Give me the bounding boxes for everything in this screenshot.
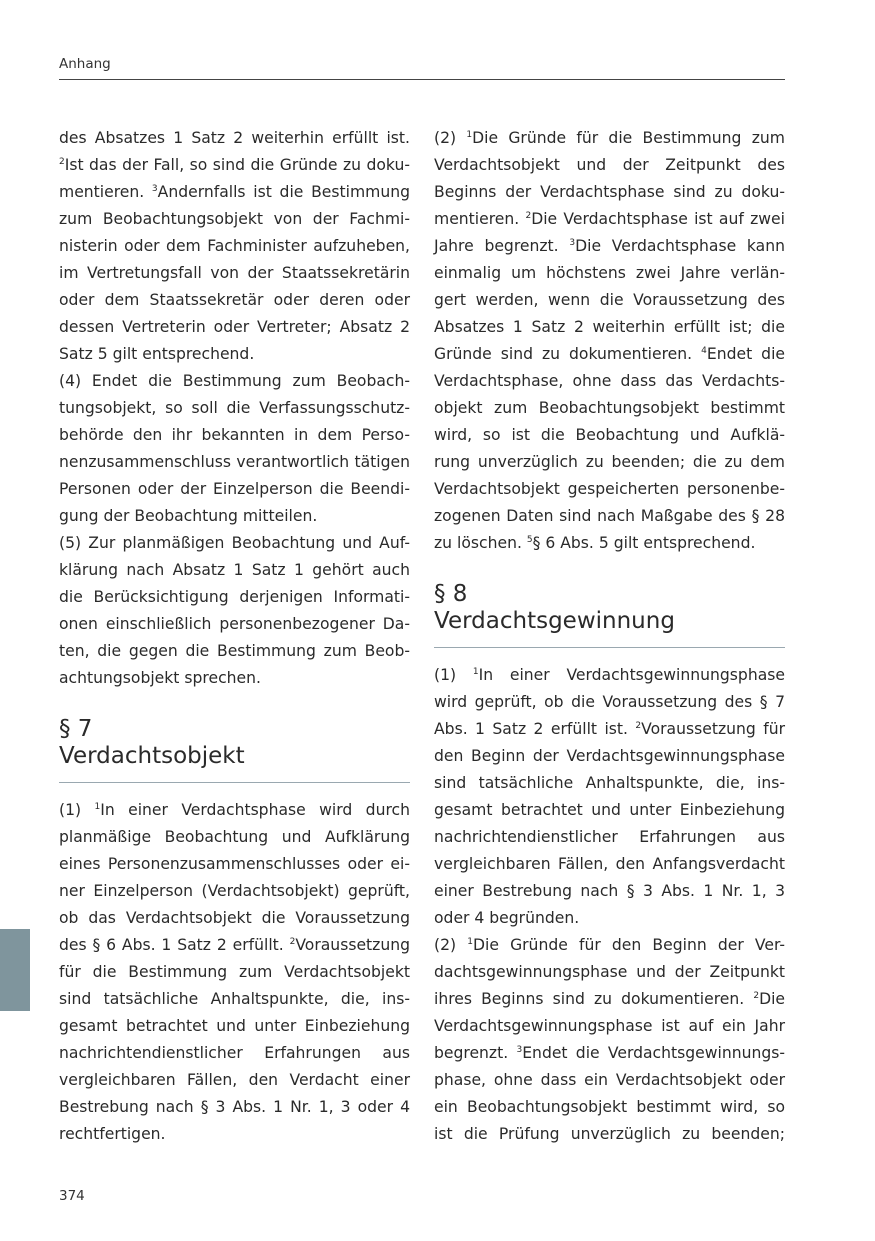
text-line: gesamt betrachtet und unter Einbeziehung	[59, 1017, 410, 1035]
text-line: dessen Vertreterin oder Vertreter; Absatz 2	[59, 318, 410, 336]
text-line: vergleichbaren Fällen, den Verdacht einer	[59, 1071, 410, 1089]
text-line: eines Personenzusammenschlusses oder ei-	[59, 855, 410, 873]
section-8	[434, 581, 785, 1148]
text-line: dachtsgewinnungsphase und der Zeitpunkt	[434, 963, 785, 981]
text-line: Abs. 1 Satz 2 erfüllt ist. $^2$Voraussetzung für	[434, 720, 785, 738]
left-column	[59, 125, 410, 1148]
section-title: Verdachtsobjekt	[59, 743, 245, 769]
text-line: Verdachtsgewinnungsphase ist auf ein Jahr	[434, 1017, 785, 1035]
text-line: mentieren. $^3$Andernfalls ist die Bestimmung	[59, 183, 410, 201]
text-line: Verdachtsobjekt und der Zeitpunkt des	[434, 156, 785, 174]
right-body-text	[434, 125, 785, 557]
text-line: Verdachtsobjekt gespeicherten personenbe-	[434, 480, 785, 498]
section-rule	[434, 647, 785, 648]
text-line: ner Einzelperson (Verdachtsobjekt) geprüft,	[59, 882, 410, 900]
text-line: des Absatzes 1 Satz 2 weiterhin erfüllt ist.	[59, 129, 410, 147]
text-line: tungsobjekt, so soll die Verfassungsschutz-	[59, 399, 410, 417]
text-line: oder 4 begründen.	[434, 909, 580, 927]
right-column	[434, 125, 785, 1148]
text-line: behörde den ihr bekannten in dem Perso-	[59, 426, 410, 444]
left-body-text	[59, 125, 410, 692]
text-line: (2) $^1$Die Gründe für die Bestimmung zum	[434, 129, 785, 147]
text-line: gesamt betrachtet und unter Einbeziehung	[434, 801, 785, 819]
text-line: (1) $^1$In einer Verdachtsphase wird durch	[59, 801, 410, 819]
text-line: nenzusammenschluss verantwortlich tätigen	[59, 453, 410, 471]
text-line: Personen oder der Einzelperson die Beendi-	[59, 480, 410, 498]
section-number: § 7	[59, 716, 93, 742]
section-rule	[59, 782, 410, 783]
text-line: oder dem Staatssekretär oder deren oder	[59, 291, 410, 309]
text-line: einmalig um höchstens zwei Jahre verlän-	[434, 264, 785, 282]
text-line: Verdachtsphase, ohne dass das Verdachts-	[434, 372, 785, 390]
text-line: Beginns der Verdachtsphase sind zu doku-	[434, 183, 785, 201]
text-line: Gründe sind zu dokumentieren. $^4$Endet die	[434, 345, 785, 363]
text-line: zogenen Daten sind nach Maßgabe des § 28	[434, 507, 785, 525]
text-line: gert werden, wenn die Voraussetzung des	[434, 291, 785, 309]
text-line: wird, so ist die Beobachtung und Aufklä-	[434, 426, 785, 444]
section-title: Verdachtsgewinnung	[434, 608, 675, 634]
text-line: (4) Endet die Bestimmung zum Beobach-	[59, 372, 410, 390]
text-line: gung der Beobachtung mitteilen.	[59, 507, 318, 525]
text-line: ten, die gegen die Bestimmung zum Beob-	[59, 642, 410, 660]
section-number: § 8	[434, 581, 468, 607]
text-line: ob das Verdachtsobjekt die Voraussetzung	[59, 909, 410, 927]
text-line: wird geprüft, ob die Voraussetzung des § 7	[434, 693, 785, 711]
text-line: des § 6 Abs. 1 Satz 2 erfüllt. $^2$Voraussetzung	[59, 936, 410, 954]
text-line: Satz 5 gilt entsprechend.	[59, 345, 255, 363]
text-line: (1) $^1$In einer Verdachtsgewinnungsphase	[434, 666, 785, 684]
running-head-title: Anhang	[59, 56, 111, 72]
text-line: sind tatsächliche Anhaltspunkte, die, ins-	[59, 990, 410, 1008]
text-line: Jahre begrenzt. $^3$Die Verdachtsphase kann	[434, 237, 785, 255]
text-line: ist die Prüfung unverzüglich zu beenden;	[434, 1125, 785, 1143]
text-line: klärung nach Absatz 1 Satz 1 gehört auch	[59, 561, 410, 579]
text-line: im Vertretungsfall von der Staatssekretärin	[59, 264, 410, 282]
text-line: planmäßige Beobachtung und Aufklärung	[59, 828, 410, 846]
text-line: für die Bestimmung zum Verdachtsobjekt	[59, 963, 410, 981]
text-line: nachrichtendienstlicher Erfahrungen aus	[434, 828, 785, 846]
text-line: vergleichbaren Fällen, den Anfangsverdacht	[434, 855, 785, 873]
header-rule	[59, 79, 785, 80]
text-line: nisterin oder dem Fachminister aufzuheben,	[59, 237, 410, 255]
text-line: zum Beobachtungsobjekt von der Fachmi-	[59, 210, 410, 228]
text-line: rung unverzüglich zu beenden; die zu dem	[434, 453, 785, 471]
section-7	[59, 716, 410, 1148]
text-line: $^2$Ist das der Fall, so sind die Gründe zu doku-	[59, 156, 410, 174]
text-line: objekt zum Beobachtungsobjekt bestimmt	[434, 399, 785, 417]
page-number: 374	[59, 1188, 85, 1204]
text-line: Absatzes 1 Satz 2 weiterhin erfüllt ist; die	[434, 318, 785, 336]
text-line: ihres Beginns sind zu dokumentieren. $^2$Die	[434, 990, 785, 1008]
text-line: den Beginn der Verdachtsgewinnungsphase	[434, 747, 785, 765]
text-line: begrenzt. $^3$Endet die Verdachtsgewinnungs-	[434, 1044, 785, 1062]
text-line: rechtfertigen.	[59, 1125, 166, 1143]
text-line: phase, ohne dass ein Verdachtsobjekt oder	[434, 1071, 785, 1089]
text-line: ein Beobachtungsobjekt bestimmt wird, so	[434, 1098, 785, 1116]
text-line: onen einschließlich personenbezogener Da-	[59, 615, 410, 633]
text-line: zu löschen. $^5$§ 6 Abs. 5 gilt entsprechend.	[434, 534, 756, 552]
text-line: achtungsobjekt sprechen.	[59, 669, 261, 687]
text-line: (5) Zur planmäßigen Beobachtung und Auf-	[59, 534, 410, 552]
text-line: einer Bestrebung nach § 3 Abs. 1 Nr. 1, 3	[434, 882, 785, 900]
text-line: (2) $^1$Die Gründe für den Beginn der Ver-	[434, 936, 786, 954]
chapter-thumb-tab	[0, 929, 30, 1011]
text-line: Bestrebung nach § 3 Abs. 1 Nr. 1, 3 oder 4	[59, 1098, 410, 1116]
text-line: sind tatsächliche Anhaltspunkte, die, ins-	[434, 774, 785, 792]
text-line: mentieren. $^2$Die Verdachtsphase ist auf zwei	[434, 210, 785, 228]
text-line: die Berücksichtigung derjenigen Informati-	[59, 588, 410, 606]
text-line: nachrichtendienstlicher Erfahrungen aus	[59, 1044, 410, 1062]
